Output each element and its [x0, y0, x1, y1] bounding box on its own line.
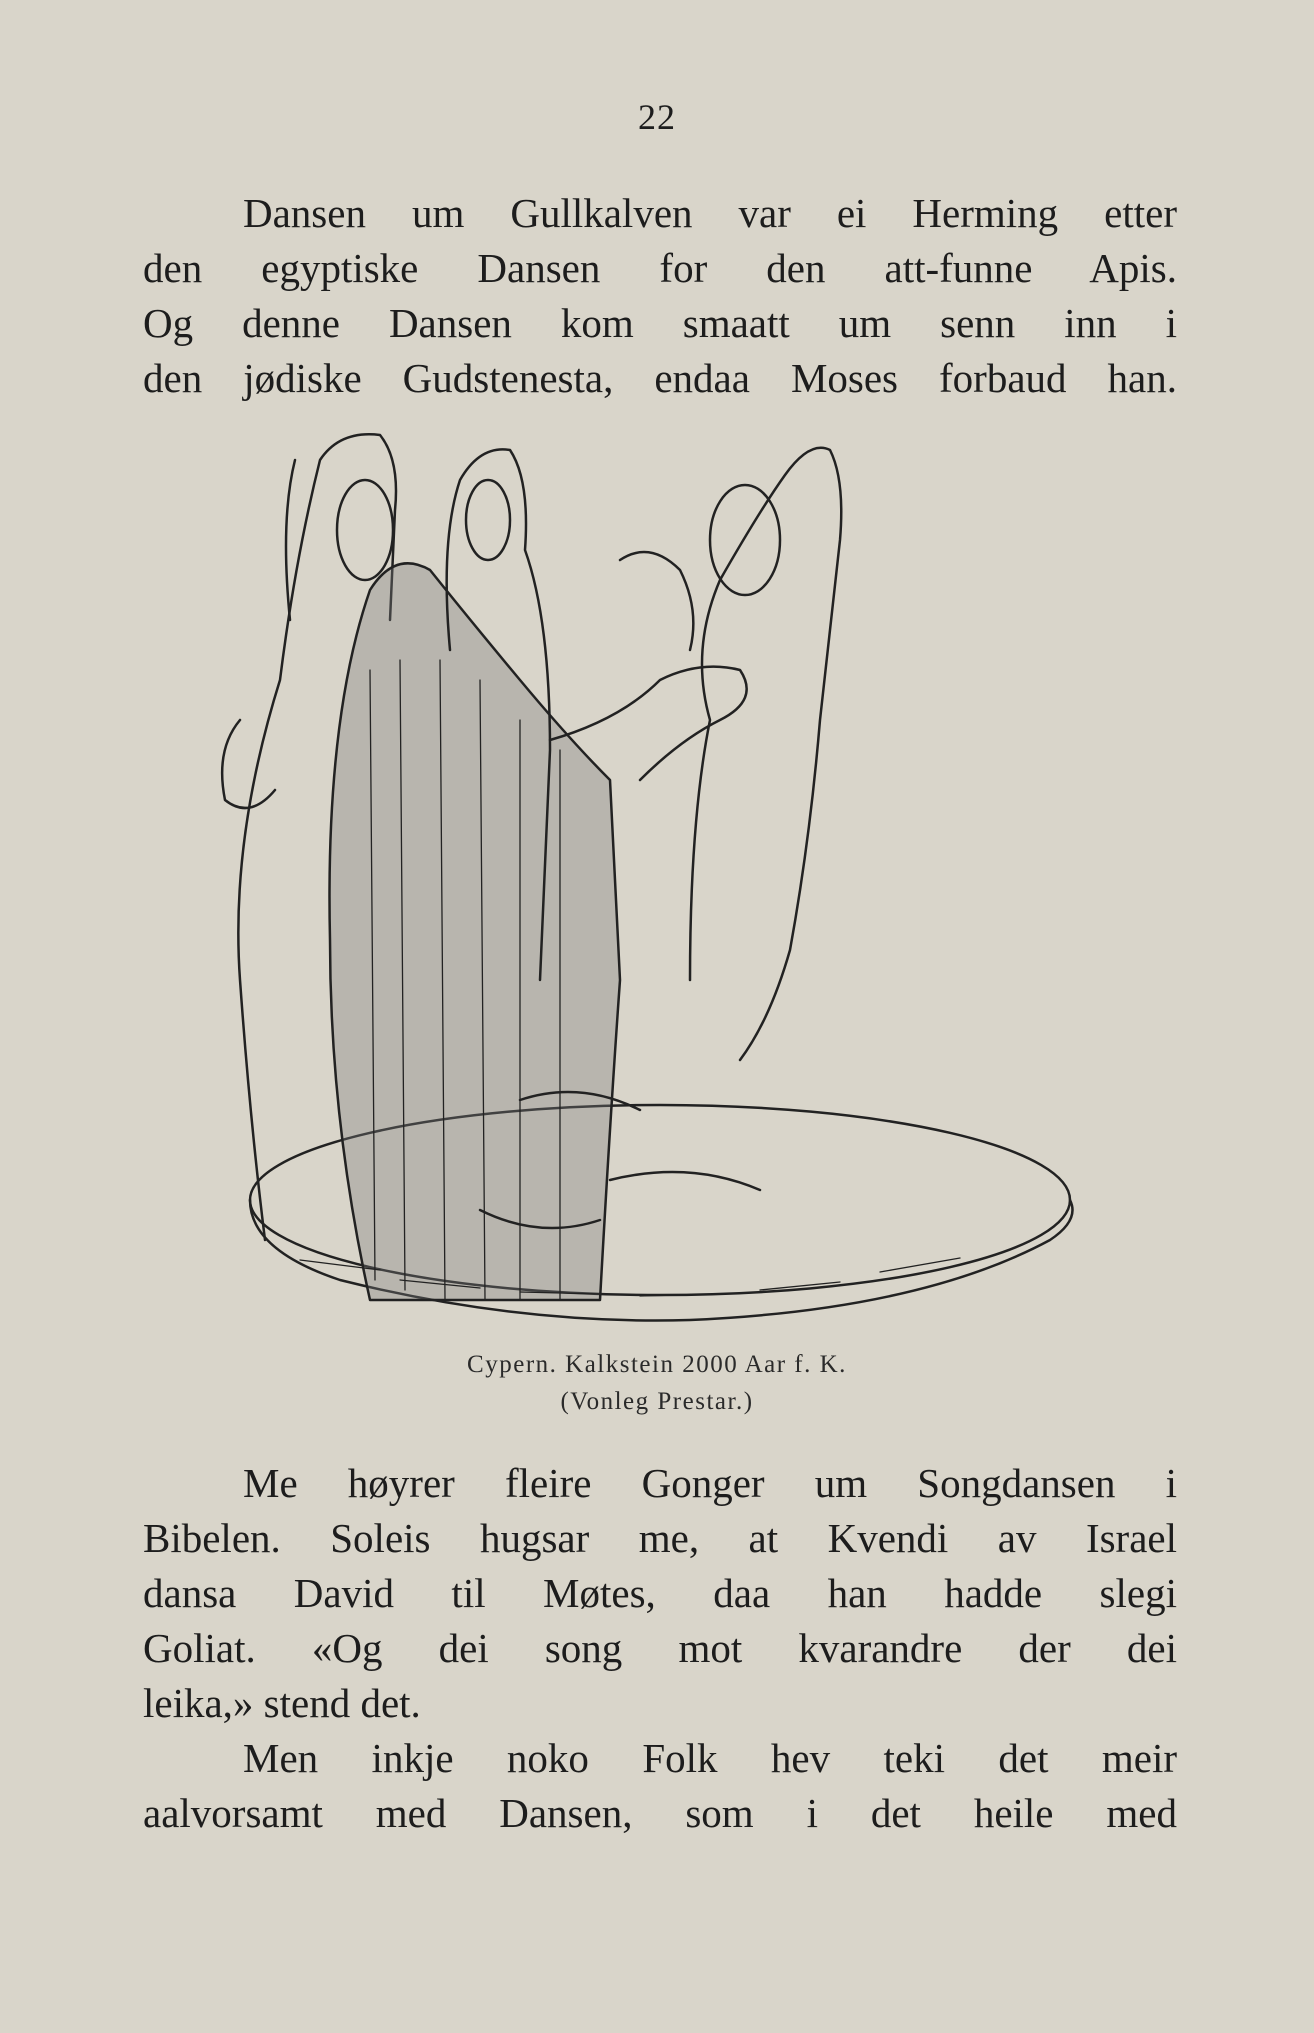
text-line: Goliat. «Og dei song mot kvarandre der dei: [143, 1625, 1177, 1671]
paragraph-3: [143, 1731, 1177, 1841]
text-line: dansa David til Møtes, daa han hadde slegi: [143, 1570, 1177, 1616]
paragraph-1: [143, 186, 1177, 406]
sculpture-illustration: [220, 420, 1110, 1340]
page-number: 22: [638, 97, 676, 137]
text-line: Dansen um Gullkalven var ei Herming etter: [243, 190, 1177, 236]
figure-caption: [0, 1346, 1314, 1420]
paragraph-2: [143, 1456, 1177, 1731]
caption-line-2: (Vonleg Prestar.): [560, 1388, 754, 1415]
text-line: aalvorsamt med Dansen, som i det heile med: [143, 1790, 1177, 1836]
text-line: Bibelen. Soleis hugsar me, at Kvendi av Israel: [143, 1515, 1177, 1561]
caption-line-1: Cypern. Kalkstein 2000 Aar f. K.: [467, 1351, 847, 1378]
text-line: Men inkje noko Folk hev teki det meir: [243, 1735, 1177, 1781]
text-line: leika,» stend det.: [143, 1680, 421, 1726]
text-line: den jødiske Gudstenesta, endaa Moses forbaud han.: [143, 355, 1177, 401]
text-line: Og denne Dansen kom smaatt um senn inn i: [143, 300, 1177, 346]
text-line: Me høyrer fleire Gonger um Songdansen i: [243, 1460, 1177, 1506]
text-line: den egyptiske Dansen for den att-funne Apis.: [143, 245, 1177, 291]
